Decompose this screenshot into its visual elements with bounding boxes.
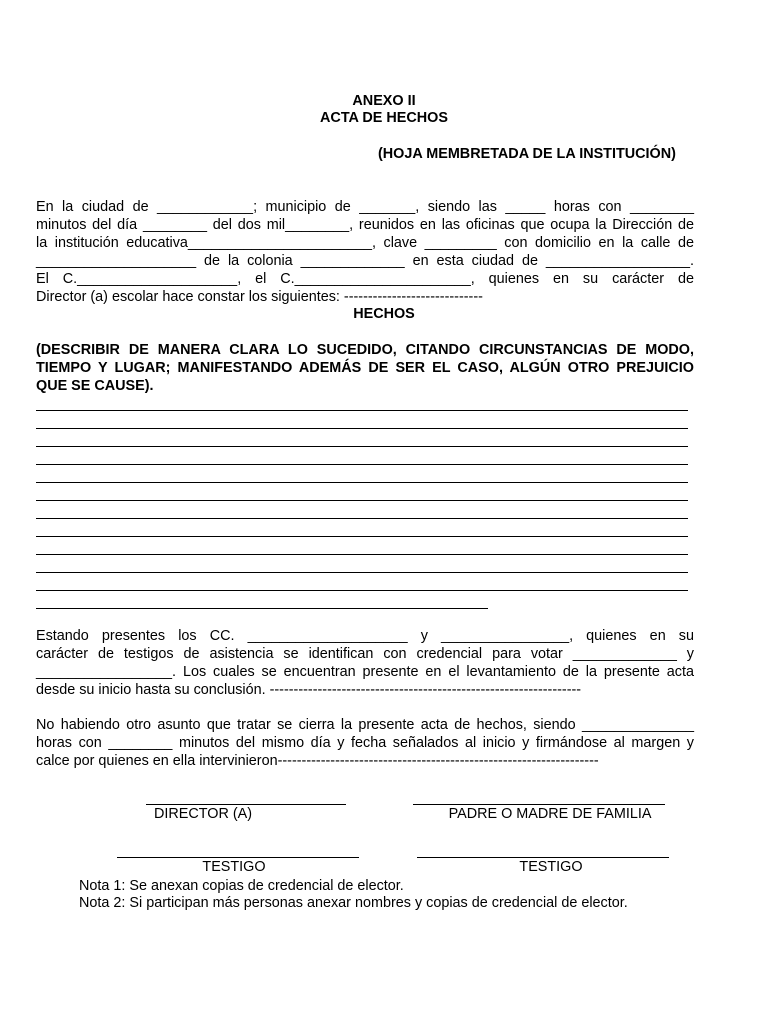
closing-line: No habiendo otro asunto que tratar se cierra la presente acta de hechos, siendo ______________ <box>36 717 694 733</box>
document-title: ACTA DE HECHOS <box>320 110 448 126</box>
writing-line <box>36 554 688 555</box>
witnesses-line: carácter de testigos de asistencia se identifican con credencial para votar _____________ y <box>36 646 694 662</box>
note-2: Nota 2: Si participan más personas anexar nombres y copias de credencial de elector. <box>79 895 628 911</box>
facts-heading: HECHOS <box>353 306 415 322</box>
intro-line: la institución educativa_______________________, clave _________ con domicilio en la calle de <box>36 235 694 251</box>
director-label: DIRECTOR (A) <box>153 806 253 822</box>
writing-line <box>36 536 688 537</box>
intro-line: minutos del día ________ del dos mil________, reunidos en las oficinas que ocupa la Dirección de <box>36 217 694 233</box>
writing-line <box>36 464 688 465</box>
writing-line <box>36 410 688 411</box>
intro-line: Director (a) escolar hace constar los siguientes: ----------------------------- <box>36 289 483 305</box>
writing-line <box>36 428 688 429</box>
intro-line: ____________________ de la colonia _____________ en esta ciudad de __________________. <box>36 253 694 269</box>
writing-line <box>36 482 688 483</box>
writing-line <box>36 446 688 447</box>
note-1: Nota 1: Se anexan copias de credencial de elector. <box>79 878 404 894</box>
facts-instruction-line: (DESCRIBIR DE MANERA CLARA LO SUCEDIDO, CITANDO CIRCUNSTANCIAS DE MODO, <box>36 342 694 358</box>
writing-line <box>36 608 488 609</box>
writing-line <box>36 500 688 501</box>
intro-line: En la ciudad de ____________; municipio de _______, siendo las _____ horas con ________ <box>36 199 694 215</box>
witness-2-label: TESTIGO <box>519 859 583 875</box>
witnesses-line: _________________. Los cuales se encuentran presente en el levantamiento de la presente acta <box>36 664 694 680</box>
parent-label: PADRE O MADRE DE FAMILIA <box>448 806 652 822</box>
closing-line: horas con ________ minutos del mismo día y fecha señalados al inicio y firmándose al margen y <box>36 735 694 751</box>
witnesses-line: Estando presentes los CC. ____________________ y ________________, quienes en su <box>36 628 694 644</box>
writing-line <box>36 590 688 591</box>
facts-instruction-line: QUE SE CAUSE). <box>36 378 154 394</box>
writing-line <box>36 572 688 573</box>
writing-line <box>36 518 688 519</box>
intro-line: El C.____________________, el C.______________________, quienes en su carácter de <box>36 271 694 287</box>
closing-line: calce por quienes en ella intervinieron------------------------------------------------------------------- <box>36 753 599 769</box>
letterhead-note: (HOJA MEMBRETADA DE LA INSTITUCIÓN) <box>378 146 676 162</box>
witnesses-line: desde su inicio hasta su conclusión. ----------------------------------------------------------------- <box>36 682 582 698</box>
facts-instruction-line: TIEMPO Y LUGAR; MANIFESTANDO ADEMÁS DE SER EL CASO, ALGÚN OTRO PREJUICIO <box>36 360 694 376</box>
annex-label: ANEXO II <box>352 93 416 109</box>
witness-1-label: TESTIGO <box>202 859 266 875</box>
